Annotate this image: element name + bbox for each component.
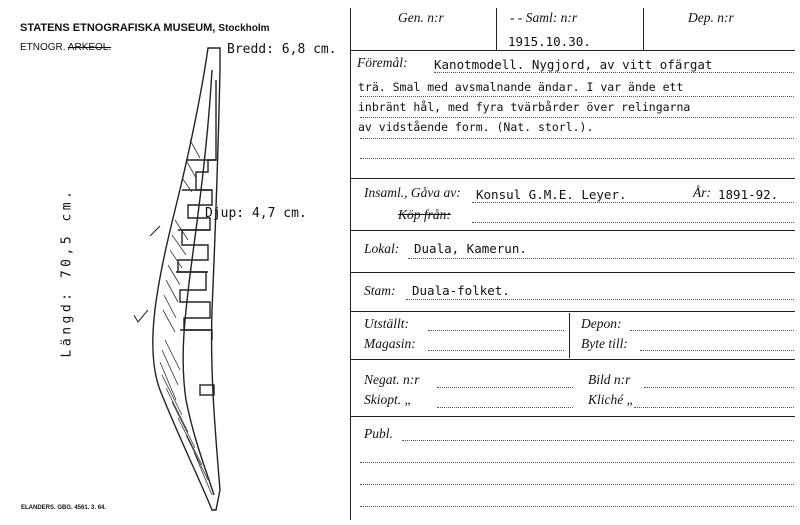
dotted-line [428,330,564,331]
rule-stam [350,311,795,312]
foremal-line-1: Kanotmodell. Nygjord, av vitt ofärgat [434,57,713,72]
card-left-border [350,8,351,520]
dotted-line [360,506,794,507]
length-measurement: Längd: 70,5 cm. [59,187,75,358]
magasin-label: Magasin: [364,336,416,351]
dotted-line [360,96,794,97]
foremal-label: Föremål: [357,55,408,70]
bild-nr-label: Bild n:r [588,372,631,387]
ar-label: År: [693,185,711,200]
dotted-line [360,484,794,485]
dotted-line [360,462,794,463]
kliche-label: Kliché „ [588,392,635,407]
dotted-line [360,158,794,159]
saml-nr-value: 1915.10.30. [508,34,591,49]
department: ETNOGR. ARKEOL. [20,42,112,53]
stam-value: Duala-folket. [412,283,510,298]
dotted-line [402,440,794,441]
publ-label: Publ. [364,426,393,441]
foremal-line-2: trä. Smal med avsmalnande ändar. I var ände ett [358,80,684,94]
dotted-line [360,138,794,139]
kop-fran-label: Köp från: [398,207,451,222]
byte-till-label: Byte till: [581,336,628,351]
width-measurement: Bredd: 6,8 cm. [227,42,337,57]
canoe-drawing [120,40,350,515]
header-divider-2 [643,8,644,50]
dotted-line [644,387,794,388]
dep-nr-label: Dep. n:r [688,10,734,25]
utstallt-label: Utställt: [364,316,410,331]
rule-lokal [350,272,795,273]
dotted-line [640,350,794,351]
dotted-line [406,299,794,300]
dotted-line [408,258,794,259]
dotted-line [428,350,564,351]
insaml-label: Insaml., Gåva av: [364,185,461,200]
dotted-line [434,72,794,73]
depon-label: Depon: [581,316,622,331]
lokal-value: Duala, Kamerun. [414,241,527,256]
gen-nr-label: Gen. n:r [398,10,444,25]
rule-utstallt [350,359,795,360]
dotted-line [472,222,794,223]
skiopt-label: Skiopt. „ [364,392,413,407]
printer-mark: ELANDERS. GBG. 4561. 3. 64. [21,505,107,511]
dotted-line [634,407,794,408]
rule-foremal [350,178,795,179]
stam-label: Stam: [364,283,396,298]
insaml-value: Konsul G.M.E. Leyer. [476,187,627,202]
rule-negat [350,416,795,417]
dotted-line [437,387,573,388]
ar-value: 1891-92. [718,187,779,202]
dotted-line [630,330,794,331]
dotted-line [472,202,794,203]
dotted-line [437,407,573,408]
negat-nr-label: Negat. n:r [364,372,420,387]
rule-insaml [350,230,795,231]
dotted-line [360,117,794,118]
lokal-label: Lokal: [364,241,400,256]
museum-title: STATENS ETNOGRAFISKA MUSEUM, Stockholm [20,22,270,34]
header-divider-1 [496,8,497,50]
depth-measurement: Djup: 4,7 cm. [205,206,307,221]
foremal-line-4: av vidstående form. (Nat. storl.). [358,120,594,134]
saml-nr-label: - - Saml: n:r [510,10,578,25]
rule-header [350,50,795,51]
utstallt-divider [569,313,570,358]
foremal-line-3: inbränt hål, med fyra tvärbårder över relingarna [358,100,691,114]
